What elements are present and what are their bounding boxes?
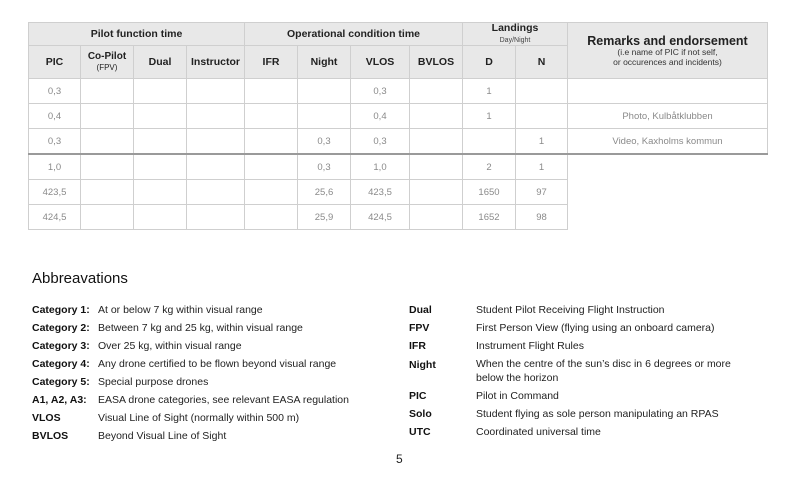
cell-instructor [187,129,245,155]
cell-copilot [81,154,134,180]
cell-bvlos [410,104,463,129]
cell-night [298,79,351,104]
abbreviation-term: Category 1: [32,304,90,316]
abbreviation-item [409,387,736,405]
cell-vlos: 1,0 [351,154,410,180]
cell-vlos: 0,4 [351,104,410,129]
abbreviation-term: FPV [409,322,430,334]
cell-vlos: 424,5 [351,205,410,230]
abbreviation-definition: Student Pilot Receiving Flight Instruction [476,304,665,316]
abbreviation-item [32,427,349,445]
copilot-label: Co-Pilot [87,51,127,63]
cell-night: 25,6 [298,180,351,205]
abbreviation-definition: Over 25 kg, within visual range [98,340,242,352]
instructor-header: Instructor [187,46,245,79]
abbreviation-term: Solo [409,408,432,420]
cell-d: 1650 [463,180,516,205]
pic-header: PIC [29,46,81,79]
abbreviation-term: Category 2: [32,322,90,334]
abbreviation-definition: Special purpose drones [98,376,209,388]
cell-d: 1 [463,79,516,104]
ifr-header: IFR [245,46,298,79]
night-header: Night [298,46,351,79]
cell-pic: 0,3 [29,79,81,104]
cell-n: 98 [516,205,568,230]
abbreviations-left-list [32,301,349,445]
copilot-sub-label: (FPV) [96,63,118,73]
remarks-title: Remarks and endorsement [587,33,748,48]
cell-instructor [187,154,245,180]
operational-condition-time-header: Operational condition time [245,23,463,46]
cell-instructor [187,180,245,205]
pilot-function-time-header: Pilot function time [29,23,245,46]
table-row [29,205,768,230]
dual-header: Dual [134,46,187,79]
cell-dual [134,104,187,129]
landings-day-header: D [463,46,516,79]
cell-pic: 0,3 [29,129,81,155]
cell-night: 0,3 [298,129,351,155]
page-number: 5 [396,452,403,466]
abbreviation-definition: At or below 7 kg within visual range [98,304,263,316]
cell-remarks [568,79,768,104]
abbreviation-item [32,391,349,409]
abbreviation-definition: Visual Line of Sight (normally within 500 m) [98,412,300,424]
cell-ifr [245,205,298,230]
abbreviation-definition: Between 7 kg and 25 kg, within visual range [98,322,303,334]
landings-night-header: N [516,46,568,79]
cell-pic: 0,4 [29,104,81,129]
abbreviation-definition: Any drone certified to be flown beyond visual range [98,358,337,370]
cell-dual [134,205,187,230]
vlos-header: VLOS [351,46,410,79]
cell-copilot [81,180,134,205]
blank-cell [568,180,768,205]
remarks-sub-2: or occurences and incidents) [613,56,722,67]
cell-bvlos [410,154,463,180]
cell-vlos: 0,3 [351,79,410,104]
table-row [29,154,768,180]
cell-ifr [245,154,298,180]
abbreviation-item [409,405,736,423]
cell-ifr [245,180,298,205]
abbreviation-term: Dual [409,304,432,316]
abbreviation-definition: Beyond Visual Line of Sight [98,430,227,442]
cell-instructor [187,205,245,230]
cell-instructor [187,104,245,129]
abbreviation-item [409,423,736,441]
abbreviation-item [409,355,736,387]
bvlos-header: BVLOS [410,46,463,79]
abbreviation-term: VLOS [32,412,61,424]
copilot-header [81,46,134,79]
abbreviation-term: Category 4: [32,358,90,370]
cell-copilot [81,129,134,155]
cell-n: 1 [516,129,568,155]
cell-vlos: 0,3 [351,129,410,155]
cell-ifr [245,104,298,129]
abbreviation-definition: Instrument Flight Rules [476,340,584,352]
abbreviation-definition: Coordinated universal time [476,426,601,438]
cell-n [516,79,568,104]
cell-bvlos [410,79,463,104]
cell-dual [134,79,187,104]
cell-n [516,104,568,129]
cell-d: 1 [463,104,516,129]
abbreviations-title: Abbreavations [32,270,128,287]
cell-n: 97 [516,180,568,205]
cell-vlos: 423,5 [351,180,410,205]
abbreviation-term: PIC [409,390,427,402]
abbreviation-term: Category 5: [32,376,90,388]
table-row [29,180,768,205]
abbreviation-definition: Pilot in Command [476,390,559,402]
abbreviation-item [32,409,349,427]
abbreviation-item [32,301,349,319]
abbreviation-definition: When the centre of the sun’s disc in 6 degrees or more below the horizon [476,358,731,384]
cell-remarks: Photo, Kulbåtklubben [568,104,768,129]
cell-copilot [81,205,134,230]
abbreviations-right-list [409,301,736,441]
cell-pic: 1,0 [29,154,81,180]
table-row [29,104,768,129]
cell-night: 25,9 [298,205,351,230]
cell-night: 0,3 [298,154,351,180]
abbreviation-item [409,337,736,355]
blank-cell [568,154,768,180]
abbreviation-term: Category 3: [32,340,90,352]
blank-cell [568,205,768,230]
table-row [29,79,768,104]
cell-d: 2 [463,154,516,180]
cell-ifr [245,79,298,104]
cell-bvlos [410,205,463,230]
abbreviation-definition: First Person View (flying using an onboard camera) [476,322,715,334]
cell-pic: 424,5 [29,205,81,230]
abbreviation-definition: Student flying as sole person manipulating an RPAS [476,408,719,420]
remarks-header [568,23,768,79]
cell-dual [134,154,187,180]
cell-pic: 423,5 [29,180,81,205]
table-row [29,129,768,155]
abbreviation-item [409,301,736,319]
cell-copilot [81,104,134,129]
abbreviation-definition: EASA drone categories, see relevant EASA regulation [98,394,349,406]
remarks-sub-1: (i.e name of PIC if not self, [617,46,718,57]
abbreviation-item [32,373,349,391]
abbreviation-item [32,337,349,355]
cell-night [298,104,351,129]
landings-label: Landings [491,22,539,34]
abbreviation-term: BVLOS [32,430,69,442]
abbreviation-term: IFR [409,340,426,352]
abbreviation-item [32,319,349,337]
abbreviation-item [409,319,736,337]
cell-dual [134,129,187,155]
landings-header [463,23,568,46]
cell-remarks: Video, Kaxholms kommun [568,129,768,155]
cell-bvlos [410,129,463,155]
abbreviation-item [32,355,349,373]
cell-instructor [187,79,245,104]
landings-sub-label: Day/Night [499,37,531,45]
cell-d: 1652 [463,205,516,230]
flight-log-table [28,22,768,230]
cell-ifr [245,129,298,155]
cell-d [463,129,516,155]
cell-copilot [81,79,134,104]
abbreviation-term: Night [409,359,436,371]
abbreviation-term: UTC [409,426,431,438]
cell-bvlos [410,180,463,205]
abbreviation-term: A1, A2, A3: [32,394,87,406]
cell-n: 1 [516,154,568,180]
cell-dual [134,180,187,205]
